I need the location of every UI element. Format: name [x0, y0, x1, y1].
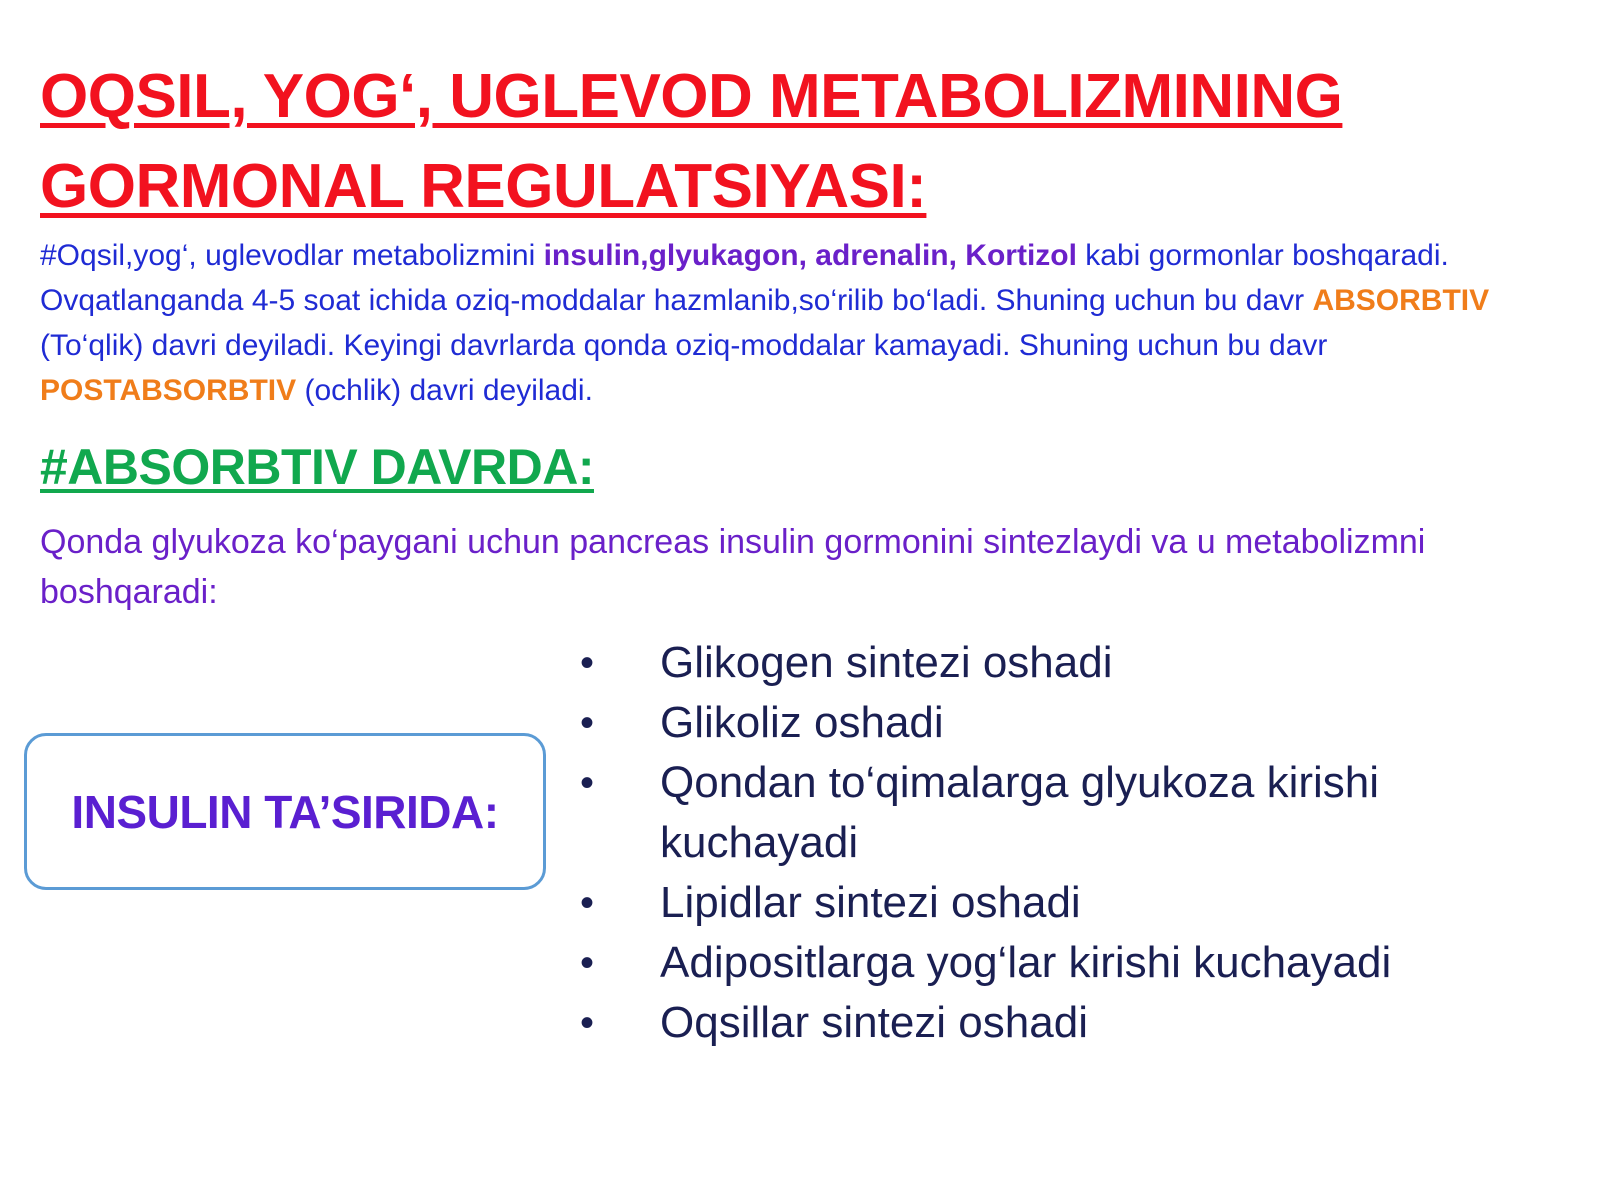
hormones-highlight: insulin,glyukagon, adrenalin, Kortizol	[543, 239, 1077, 272]
list-item	[580, 753, 1540, 873]
list-item-text: Oqsillar sintezi oshadi	[660, 998, 1088, 1047]
list-item	[580, 993, 1540, 1053]
intro-text-3: (To‘qlik) davri deyiladi. Keyingi davrlarda qonda oziq-moddalar kamayadi. Shuning uchun bu davr	[40, 329, 1328, 362]
bullet-icon: •	[580, 941, 595, 985]
bullet-icon: •	[580, 761, 595, 805]
postabsorbtiv-highlight: POSTABSORBTIV	[40, 374, 297, 407]
list-item-text: Adipositlarga yog‘lar kirishi kuchayadi	[660, 938, 1392, 987]
bullet-icon: •	[580, 881, 595, 925]
effects-list	[580, 633, 1540, 1053]
list-item	[580, 693, 1540, 753]
insulin-effect-box	[24, 733, 546, 890]
intro-text-2: kabi gormonlar boshqaradi. Ovqatlanganda 4-5 soat ichida oziq-moddalar hazmlanib,so‘rilib bo‘ladi. Shuning uchun bu davr	[40, 239, 1449, 317]
absorbtiv-highlight: ABSORBTIV	[1312, 284, 1490, 317]
list-item-text: Glikoliz oshadi	[660, 698, 944, 747]
list-item-text: Glikogen sintezi oshadi	[660, 638, 1113, 687]
intro-paragraph	[40, 233, 1570, 413]
intro-text-4: (ochlik) davri deyiladi.	[296, 374, 593, 407]
list-item-text: Lipidlar sintezi oshadi	[660, 878, 1081, 927]
bullet-icon: •	[580, 701, 595, 745]
insulin-effect-label: INSULIN TA’SIRIDA:	[71, 785, 499, 838]
section-text: Qonda glyukoza ko‘paygani uchun pancreas insulin gormonini sintezlaydi va u metabolizmni boshqaradi:	[40, 523, 1426, 611]
section-heading: #ABSORBTIV DAVRDA:	[40, 439, 594, 495]
list-item	[580, 933, 1540, 993]
slide-title: OQSIL, YOG‘, UGLEVOD METABOLIZMINING GORMONAL REGULATSIYASI:	[40, 62, 1343, 221]
list-item	[580, 873, 1540, 933]
intro-text-1: #Oqsil,yog‘, uglevodlar metabolizmini	[40, 239, 544, 272]
list-item-text: Qondan to‘qimalarga glyukoza kirishi kuchayadi	[660, 758, 1380, 867]
list-item	[580, 633, 1540, 693]
bullet-icon: •	[580, 641, 595, 685]
bullet-icon: •	[580, 1001, 595, 1045]
